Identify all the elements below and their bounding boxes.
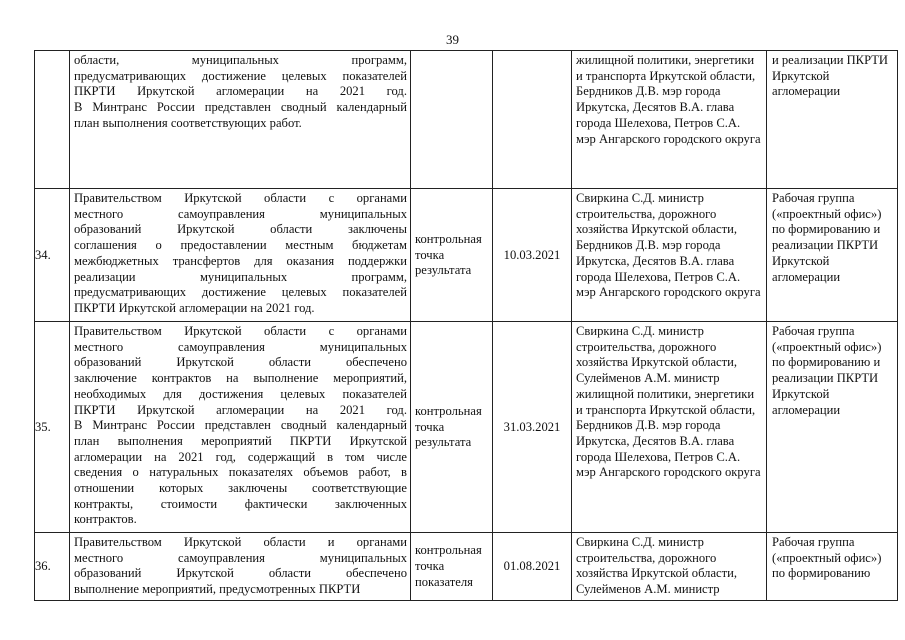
row-type: контрольная точка результата bbox=[411, 322, 493, 533]
control-points-table bbox=[34, 50, 898, 601]
row-working-group: Рабочая группа («проектный офис») по формированию bbox=[767, 533, 898, 601]
description-line: Правительством Иркутской области с органами bbox=[74, 191, 407, 205]
row-responsible: Свиркина С.Д. министр строительства, дорожного хозяйства Иркутской области, Сулейменов А.М. министр bbox=[572, 533, 767, 601]
description-line: области, муниципальных программ, bbox=[74, 53, 407, 67]
description-line: соглашения о предоставлении местным бюджетам bbox=[74, 238, 407, 253]
row-number: 34. bbox=[35, 189, 70, 322]
row-working-group: и реализации ПКРТИ Иркутской агломерации bbox=[767, 51, 898, 189]
row-number bbox=[35, 51, 70, 189]
description-line: В Минтранс России представлен сводный календарный bbox=[74, 418, 407, 433]
description-line: предусматривающих достижение целевых показателей bbox=[74, 285, 407, 300]
row-date: 10.03.2021 bbox=[493, 189, 572, 322]
row-description bbox=[70, 51, 411, 189]
table-row bbox=[35, 51, 898, 189]
description-line: местного самоуправления муниципальных bbox=[74, 550, 407, 565]
description-line: выполнение мероприятий, предусмотренных ПКРТИ bbox=[74, 582, 361, 597]
description-line: агломерации на 2021 год, содержащий в том числе bbox=[74, 449, 407, 464]
description-line: В Минтранс России представлен сводный календарный bbox=[74, 100, 407, 115]
row-number: 35. bbox=[35, 322, 70, 533]
row-description bbox=[70, 322, 411, 533]
description-line: заключение контрактов на выполнение мероприятий, bbox=[74, 371, 407, 386]
description-line: Правительством Иркутской области с органами bbox=[74, 324, 407, 338]
description-line: реализации муниципальных программ, bbox=[74, 269, 407, 284]
row-date: 31.03.2021 bbox=[493, 322, 572, 533]
description-line: контракты, стоимости фактически заключенных bbox=[74, 496, 407, 511]
row-type bbox=[411, 51, 493, 189]
row-responsible: Свиркина С.Д. министр строительства, дорожного хозяйства Иркутской области, Бердников Д.В. мэр города Иркутска, Десятов В.А. глава города Шелехова, Петров С.А. мэр Ангарского городского округа bbox=[572, 189, 767, 322]
description-line: необходимых для достижения целевых показателей bbox=[74, 386, 407, 401]
description-line: план выполнения соответствующих работ. bbox=[74, 115, 302, 130]
description-line: отношении которых заключены соответствующие bbox=[74, 481, 407, 496]
page-number: 39 bbox=[446, 32, 459, 47]
description-line: местного самоуправления муниципальных bbox=[74, 206, 407, 221]
description-line: ПКРТИ Иркутской агломерации на 2021 год. bbox=[74, 402, 407, 417]
description-line: план выполнения мероприятий ПКРТИ Иркутской bbox=[74, 433, 407, 448]
row-working-group: Рабочая группа («проектный офис») по формированию и реализации ПКРТИ Иркутской агломерации bbox=[767, 189, 898, 322]
description-line: сведения о натуральных показателях объемов работ, в bbox=[74, 465, 407, 480]
description-line: контрактов. bbox=[74, 512, 137, 527]
row-working-group: Рабочая группа («проектный офис») по формированию и реализации ПКРТИ Иркутской агломерации bbox=[767, 322, 898, 533]
row-description bbox=[70, 189, 411, 322]
table-row bbox=[35, 322, 898, 533]
description-line: местного самоуправления муниципальных bbox=[74, 339, 407, 354]
description-line: ПКРТИ Иркутской агломерации на 2021 год. bbox=[74, 84, 407, 99]
row-responsible: Свиркина С.Д. министр строительства, дорожного хозяйства Иркутской области, Сулейменов А.М. министр жилищной политики, энергетики и транспорта Иркутской области, Бердников Д.В. мэр города Иркутска, Десятов В.А. глава города Шелехова, Петров С.А. мэр Ангарского городского округа bbox=[572, 322, 767, 533]
description-line: образований Иркутской области заключены bbox=[74, 222, 407, 237]
row-date bbox=[493, 51, 572, 189]
row-date: 01.08.2021 bbox=[493, 533, 572, 601]
row-type: контрольная точка результата bbox=[411, 189, 493, 322]
row-responsible: жилищной политики, энергетики и транспорта Иркутской области, Бердников Д.В. мэр города Иркутска, Десятов В.А. глава города Шелехова, Петров С.А. мэр Ангарского городского округа bbox=[572, 51, 767, 189]
table-row bbox=[35, 189, 898, 322]
description-line: ПКРТИ Иркутской агломерации на 2021 год. bbox=[74, 300, 315, 315]
description-line: межбюджетных трансфертов для оказания поддержки bbox=[74, 253, 407, 268]
row-description bbox=[70, 533, 411, 601]
description-line: предусматривающих достижение целевых показателей bbox=[74, 68, 407, 83]
table-row bbox=[35, 533, 898, 601]
row-type: контрольная точка показателя bbox=[411, 533, 493, 601]
description-line: образований Иркутской области обеспечено bbox=[74, 355, 407, 370]
row-number: 36. bbox=[35, 533, 70, 601]
description-line: Правительством Иркутской области и органами bbox=[74, 535, 407, 549]
description-line: образований Иркутской области обеспечено bbox=[74, 566, 407, 581]
